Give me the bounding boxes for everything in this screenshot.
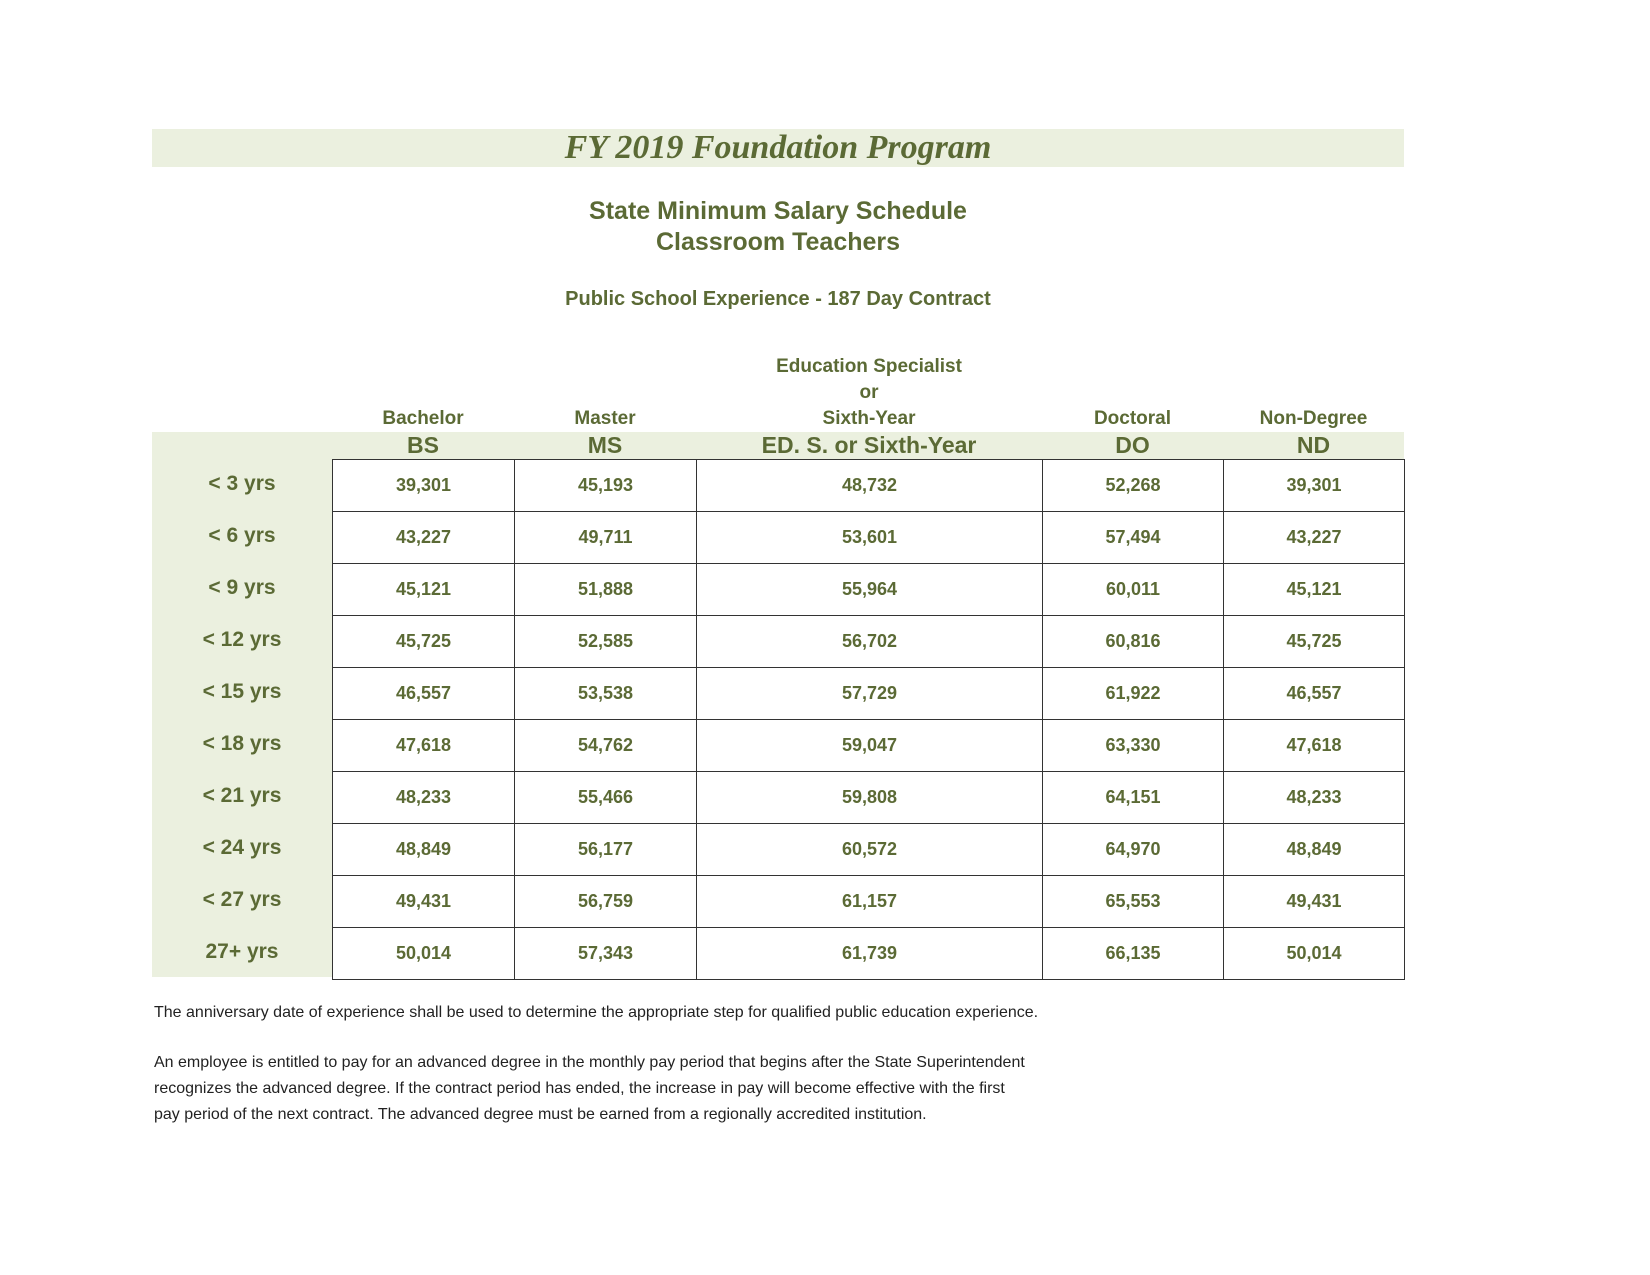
salary-cell: 45,725 [333, 616, 515, 668]
salary-cell: 47,618 [333, 720, 515, 772]
row-label: < 6 yrs [208, 524, 276, 547]
salary-table [332, 459, 1405, 980]
salary-cell: 55,466 [515, 772, 697, 824]
table-row [333, 512, 1405, 564]
column-abbr-eds: ED. S. or Sixth-Year [761, 432, 977, 458]
salary-cell: 50,014 [333, 928, 515, 980]
column-name-line: or [859, 382, 879, 403]
salary-cell: 66,135 [1043, 928, 1224, 980]
salary-cell: 61,922 [1043, 668, 1224, 720]
table-row [333, 720, 1405, 772]
salary-cell: 48,233 [1224, 772, 1405, 824]
salary-cell: 43,227 [333, 512, 515, 564]
column-name-line: Non-Degree [1259, 408, 1368, 429]
column-abbr-ms: MS [587, 432, 623, 458]
row-label: < 15 yrs [202, 680, 282, 703]
salary-cell: 60,572 [697, 824, 1043, 876]
salary-cell: 39,301 [1224, 460, 1405, 512]
column-name-line: Education Specialist [776, 356, 962, 377]
row-label: < 21 yrs [202, 784, 282, 807]
salary-cell: 52,585 [515, 616, 697, 668]
column-abbr-nd: ND [1296, 432, 1331, 458]
salary-cell: 48,849 [333, 824, 515, 876]
salary-cell: 49,431 [333, 876, 515, 928]
salary-cell: 64,151 [1043, 772, 1224, 824]
salary-cell: 65,553 [1043, 876, 1224, 928]
salary-cell: 45,725 [1224, 616, 1405, 668]
salary-cell: 48,732 [697, 460, 1043, 512]
note-line: An employee is entitled to pay for an advanced degree in the monthly pay period that begins after the State Superintendent [154, 1054, 1025, 1071]
salary-cell: 61,157 [697, 876, 1043, 928]
salary-cell: 46,557 [1224, 668, 1405, 720]
salary-cell: 53,538 [515, 668, 697, 720]
note-line: recognizes the advanced degree. If the contract period has ended, the increase in pay will become effective with the first [154, 1080, 1005, 1097]
salary-cell: 49,431 [1224, 876, 1405, 928]
salary-cell: 56,702 [697, 616, 1043, 668]
salary-cell: 61,739 [697, 928, 1043, 980]
salary-cell: 56,759 [515, 876, 697, 928]
salary-cell: 52,268 [1043, 460, 1224, 512]
subtitle-schedule: State Minimum Salary Schedule [589, 197, 967, 225]
row-label: 27+ yrs [205, 940, 279, 963]
salary-cell: 64,970 [1043, 824, 1224, 876]
salary-cell: 57,729 [697, 668, 1043, 720]
salary-cell: 57,343 [515, 928, 697, 980]
column-abbr-bs: BS [407, 432, 439, 458]
salary-cell: 55,964 [697, 564, 1043, 616]
subtitle-teachers: Classroom Teachers [655, 228, 901, 256]
table-row [333, 928, 1405, 980]
salary-cell: 45,121 [333, 564, 515, 616]
salary-cell: 43,227 [1224, 512, 1405, 564]
salary-cell: 56,177 [515, 824, 697, 876]
salary-cell: 47,618 [1224, 720, 1405, 772]
row-label: < 9 yrs [208, 576, 276, 599]
row-label: < 12 yrs [202, 628, 282, 651]
table-row [333, 772, 1405, 824]
contract-line: Public School Experience - 187 Day Contract [565, 288, 991, 310]
row-label: < 24 yrs [202, 836, 282, 859]
salary-cell: 60,816 [1043, 616, 1224, 668]
column-name-line: Doctoral [1093, 408, 1172, 429]
salary-cell: 48,233 [333, 772, 515, 824]
salary-cell: 48,849 [1224, 824, 1405, 876]
salary-cell: 60,011 [1043, 564, 1224, 616]
column-abbr-do: DO [1115, 432, 1150, 458]
column-header-edspecialist [696, 354, 1042, 432]
salary-cell: 53,601 [697, 512, 1043, 564]
salary-cell: 51,888 [515, 564, 697, 616]
salary-cell: 63,330 [1043, 720, 1224, 772]
page-title: FY 2019 Foundation Program [564, 129, 992, 166]
title-banner [152, 129, 1404, 167]
table-row [333, 460, 1405, 512]
row-label: < 18 yrs [202, 732, 282, 755]
salary-cell: 45,121 [1224, 564, 1405, 616]
salary-cell: 59,047 [697, 720, 1043, 772]
table-row [333, 668, 1405, 720]
table-row [333, 876, 1405, 928]
row-label: < 27 yrs [202, 888, 282, 911]
table-row [333, 564, 1405, 616]
row-label: < 3 yrs [208, 472, 276, 495]
note-line: pay period of the next contract. The advanced degree must be earned from a regionally accredited institution. [154, 1106, 927, 1123]
column-name-line: Master [574, 408, 636, 429]
column-header-nondegree [1223, 406, 1404, 432]
salary-cell: 50,014 [1224, 928, 1405, 980]
column-header-doctoral [1042, 406, 1223, 432]
column-name-line: Sixth-Year [822, 408, 916, 429]
salary-cell: 54,762 [515, 720, 697, 772]
salary-cell: 57,494 [1043, 512, 1224, 564]
salary-cell: 49,711 [515, 512, 697, 564]
salary-cell: 46,557 [333, 668, 515, 720]
column-header-bachelor [332, 406, 514, 432]
table-row [333, 824, 1405, 876]
salary-cell: 39,301 [333, 460, 515, 512]
column-header-master [514, 406, 696, 432]
table-row [333, 616, 1405, 668]
salary-cell: 59,808 [697, 772, 1043, 824]
salary-cell: 45,193 [515, 460, 697, 512]
note-advanced-degree [154, 1050, 1094, 1128]
note-anniversary: The anniversary date of experience shall be used to determine the appropriate step for qualified public education experience. [154, 1004, 1039, 1021]
column-name-line: Bachelor [382, 408, 464, 429]
